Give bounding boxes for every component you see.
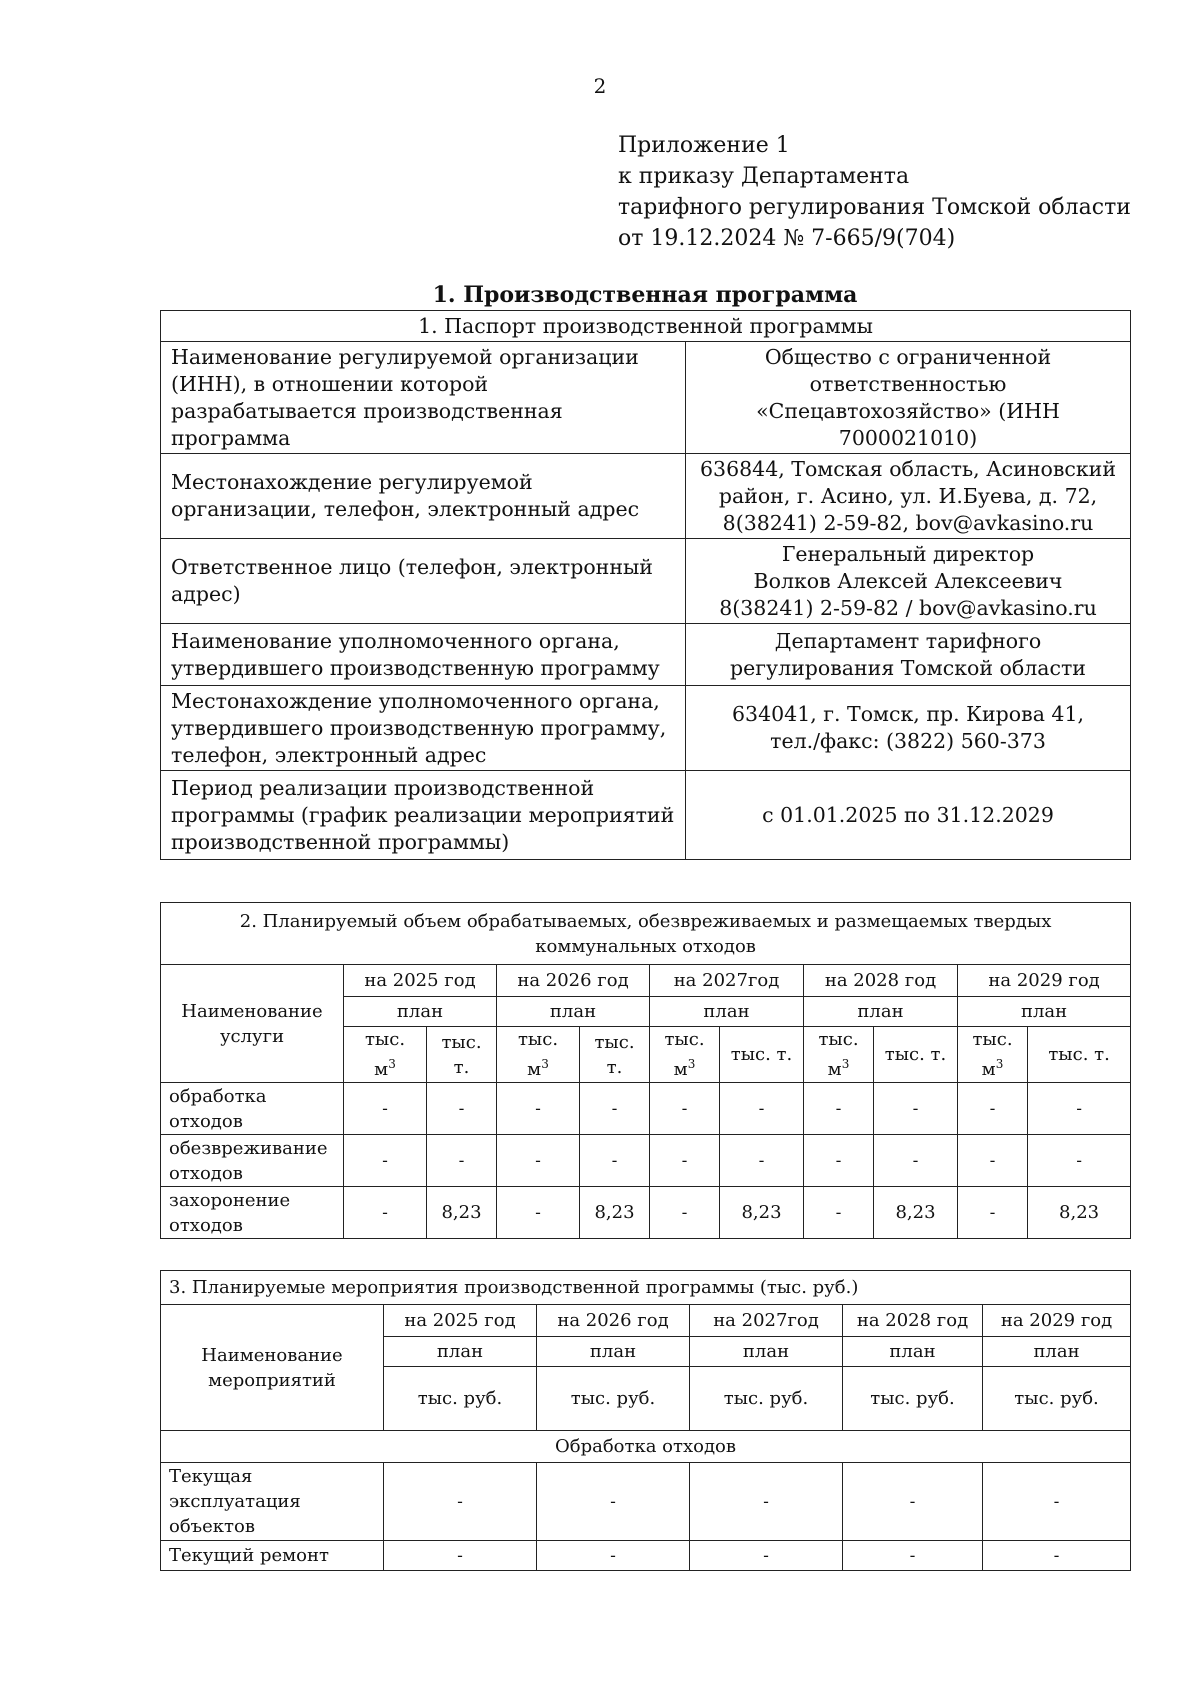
- unit-word: тыс.: [594, 1031, 635, 1053]
- value-cell: -: [958, 1135, 1028, 1187]
- unit-sym: м: [673, 1059, 688, 1080]
- year-header: на 2027год: [650, 965, 804, 997]
- unit-m3-header: [958, 1027, 1028, 1083]
- header-line: услуги: [219, 1025, 285, 1047]
- year-header: на 2029 год: [983, 1305, 1131, 1337]
- value-cell: -: [497, 1083, 580, 1135]
- year-header: на 2029 год: [958, 965, 1131, 997]
- unit-word: тыс.: [818, 1029, 859, 1050]
- unit-exp: 3: [687, 1057, 696, 1071]
- year-header: на 2026 год: [537, 1305, 690, 1337]
- unit-exp: 3: [541, 1057, 549, 1071]
- header-line: мероприятий: [208, 1369, 336, 1391]
- service-name: [161, 1187, 344, 1239]
- unit-exp: 3: [841, 1057, 850, 1071]
- section-title: 1. Производственная программа: [432, 282, 858, 308]
- value-cell: -: [874, 1135, 958, 1187]
- volumes-table: [160, 902, 1131, 1239]
- value-cell: -: [983, 1541, 1131, 1571]
- passport-label: Наименование уполномоченного органа, утвердившего производственную программу: [161, 624, 686, 686]
- unit-m3-header: [650, 1027, 720, 1083]
- measure-name-line: объектов: [169, 1516, 255, 1537]
- table-row: [161, 1083, 1131, 1135]
- measure-name-line: Текущая: [169, 1466, 253, 1487]
- year-header: на 2027год: [690, 1305, 843, 1337]
- value-cell: -: [804, 1135, 874, 1187]
- passport-label: Местонахождение уполномоченного органа, утвердившего производственную программу, телефон, электронный адрес: [161, 686, 686, 771]
- table-row: [161, 454, 1131, 539]
- plan-header: план: [958, 997, 1131, 1027]
- unit-word: тыс.: [364, 1029, 406, 1050]
- value-cell: -: [804, 1187, 874, 1239]
- annex-line-2: к приказу Департамента: [618, 164, 910, 189]
- value-cell: -: [690, 1541, 843, 1571]
- measures-name-header: [161, 1305, 384, 1431]
- unit-word: тыс.: [441, 1031, 482, 1053]
- measure-name: Текущий ремонт: [161, 1541, 384, 1571]
- table-row: [161, 1463, 1131, 1541]
- annex-line-3: тарифного регулирования Томской области: [618, 195, 1131, 220]
- unit-sym: м: [827, 1059, 842, 1080]
- passport-label: Местонахождение регулируемой организации, телефон, электронный адрес: [161, 454, 686, 539]
- value-cell: -: [580, 1135, 650, 1187]
- plan-header: план: [384, 1337, 537, 1367]
- value-cell: -: [958, 1083, 1028, 1135]
- passport-value: Общество с ограниченной ответственностью «Спецавтохозяйство» (ИНН 7000021010): [686, 342, 1131, 454]
- value-cell: 8,23: [720, 1187, 804, 1239]
- header-line: Наименование: [181, 1000, 323, 1022]
- value-cell: -: [1028, 1135, 1131, 1187]
- passport-label: Период реализации производственной программы (график реализации мероприятий производственной программы): [161, 771, 686, 860]
- value-cell: 8,23: [427, 1187, 497, 1239]
- value-cell: -: [344, 1135, 427, 1187]
- value-cell: 8,23: [874, 1187, 958, 1239]
- service-name-line: отходов: [169, 1110, 243, 1132]
- unit-word: т.: [453, 1056, 470, 1078]
- value-cell: -: [427, 1135, 497, 1187]
- passport-value: Департамент тарифного регулирования Томской области: [686, 624, 1131, 686]
- unit-sym: м: [527, 1059, 542, 1080]
- annex-header: [618, 130, 1131, 254]
- value-cell: -: [427, 1083, 497, 1135]
- unit-symbol: [499, 1052, 577, 1082]
- value-cell: -: [344, 1083, 427, 1135]
- unit-symbol: [652, 1052, 717, 1082]
- table-row: [161, 771, 1131, 860]
- value-cell: 8,23: [1028, 1187, 1131, 1239]
- table-row: [161, 1431, 1131, 1463]
- unit-t-header: [580, 1027, 650, 1083]
- value-cell: -: [720, 1083, 804, 1135]
- value-cell: -: [983, 1463, 1131, 1541]
- group-header: Обработка отходов: [161, 1431, 1131, 1463]
- service-name-line: обезвреживание: [169, 1137, 328, 1159]
- passport-value: [686, 539, 1131, 624]
- measures-title: 3. Планируемые мероприятия производственной программы (тыс. руб.): [161, 1271, 1131, 1305]
- unit-symbol: [806, 1052, 871, 1082]
- measure-name-line: эксплуатация: [169, 1491, 301, 1512]
- table-row: [161, 1271, 1131, 1305]
- table-row: [161, 1135, 1131, 1187]
- value-cell: -: [804, 1083, 874, 1135]
- passport-value: 636844, Томская область, Асиновский район, г. Асино, ул. И.Буева, д. 72, 8(38241) 2-59-82, bov@avkasino.ru: [686, 454, 1131, 539]
- table-row: [161, 311, 1131, 342]
- unit-header: тыс. руб.: [843, 1367, 983, 1431]
- unit-t-header: [427, 1027, 497, 1083]
- value-cell: -: [384, 1463, 537, 1541]
- value-cell: -: [580, 1083, 650, 1135]
- annex-line-1: Приложение 1: [618, 133, 790, 158]
- passport-label: Наименование регулируемой организации (ИНН), в отношении которой разрабатывается производственная программа: [161, 342, 686, 454]
- service-name-line: обработка: [169, 1085, 267, 1107]
- value-cell: -: [958, 1187, 1028, 1239]
- table-row: [161, 624, 1131, 686]
- unit-t-header: тыс. т.: [1028, 1027, 1131, 1083]
- volumes-title: 2. Планируемый объем обрабатываемых, обезвреживаемых и размещаемых твердых коммунальных отходов: [161, 903, 1131, 965]
- value-cell: -: [537, 1541, 690, 1571]
- plan-header: план: [983, 1337, 1131, 1367]
- passport-value-line: 634041, г. Томск, пр. Кирова 41,: [731, 702, 1085, 726]
- unit-exp: 3: [995, 1057, 1004, 1071]
- passport-value: с 01.01.2025 по 31.12.2029: [686, 771, 1131, 860]
- plan-header: план: [690, 1337, 843, 1367]
- passport-value: [686, 686, 1131, 771]
- passport-value-line: тел./факс: (3822) 560-373: [770, 729, 1046, 753]
- unit-header: тыс. руб.: [690, 1367, 843, 1431]
- table-row: [161, 342, 1131, 454]
- service-name-line: отходов: [169, 1214, 243, 1236]
- unit-header: тыс. руб.: [384, 1367, 537, 1431]
- table-row: [161, 1541, 1131, 1571]
- passport-title: 1. Паспорт производственной программы: [161, 311, 1131, 342]
- service-name: [161, 1135, 344, 1187]
- plan-header: план: [344, 997, 497, 1027]
- value-cell: -: [843, 1463, 983, 1541]
- header-line: Наименование: [201, 1344, 343, 1366]
- measure-name: [161, 1463, 384, 1541]
- plan-header: план: [497, 997, 650, 1027]
- year-header: на 2028 год: [843, 1305, 983, 1337]
- plan-header: план: [650, 997, 804, 1027]
- unit-exp: 3: [388, 1057, 396, 1071]
- unit-header: тыс. руб.: [983, 1367, 1131, 1431]
- year-header: на 2025 год: [344, 965, 497, 997]
- value-cell: -: [690, 1463, 843, 1541]
- value-cell: -: [720, 1135, 804, 1187]
- value-cell: -: [843, 1541, 983, 1571]
- plan-header: план: [804, 997, 958, 1027]
- year-header: на 2025 год: [384, 1305, 537, 1337]
- passport-table: [160, 310, 1131, 860]
- volumes-name-header: [161, 965, 344, 1083]
- value-cell: -: [650, 1083, 720, 1135]
- service-name-line: захоронение: [169, 1189, 291, 1211]
- annex-line-4: от 19.12.2024 № 7-665/9(704): [618, 226, 956, 251]
- value-cell: -: [874, 1083, 958, 1135]
- unit-symbol: [346, 1052, 424, 1082]
- unit-word: т.: [606, 1056, 623, 1078]
- table-row: [161, 539, 1131, 624]
- unit-t-header: тыс. т.: [720, 1027, 804, 1083]
- passport-value-line: Волков Алексей Алексеевич: [753, 568, 1063, 593]
- unit-m3-header: [804, 1027, 874, 1083]
- value-cell: -: [537, 1463, 690, 1541]
- table-row: [161, 965, 1131, 997]
- table-row: [161, 686, 1131, 771]
- measures-table: [160, 1270, 1131, 1571]
- table-row: [161, 903, 1131, 965]
- unit-symbol: [960, 1052, 1025, 1082]
- unit-sym: м: [981, 1059, 996, 1080]
- value-cell: -: [650, 1135, 720, 1187]
- unit-word: тыс.: [517, 1029, 559, 1050]
- unit-word: тыс.: [972, 1029, 1013, 1050]
- unit-header: тыс. руб.: [537, 1367, 690, 1431]
- unit-sym: м: [374, 1059, 389, 1080]
- value-cell: -: [650, 1187, 720, 1239]
- passport-value-line: Генеральный директор: [781, 541, 1035, 566]
- unit-m3-header: [344, 1027, 427, 1083]
- plan-header: план: [843, 1337, 983, 1367]
- service-name: [161, 1083, 344, 1135]
- passport-label: Ответственное лицо (телефон, электронный адрес): [161, 539, 686, 624]
- unit-m3-header: [497, 1027, 580, 1083]
- unit-t-header: тыс. т.: [874, 1027, 958, 1083]
- table-row: [161, 1187, 1131, 1239]
- service-name-line: отходов: [169, 1162, 243, 1184]
- year-header: на 2028 год: [804, 965, 958, 997]
- unit-word: тыс.: [664, 1029, 705, 1050]
- passport-value-line: 8(38241) 2-59-82 / bov@avkasino.ru: [719, 595, 1097, 620]
- value-cell: -: [344, 1187, 427, 1239]
- plan-header: план: [537, 1337, 690, 1367]
- page-number: 2: [593, 74, 607, 98]
- value-cell: -: [497, 1187, 580, 1239]
- value-cell: 8,23: [580, 1187, 650, 1239]
- table-row: [161, 1305, 1131, 1337]
- value-cell: -: [1028, 1083, 1131, 1135]
- year-header: на 2026 год: [497, 965, 650, 997]
- value-cell: -: [497, 1135, 580, 1187]
- value-cell: -: [384, 1541, 537, 1571]
